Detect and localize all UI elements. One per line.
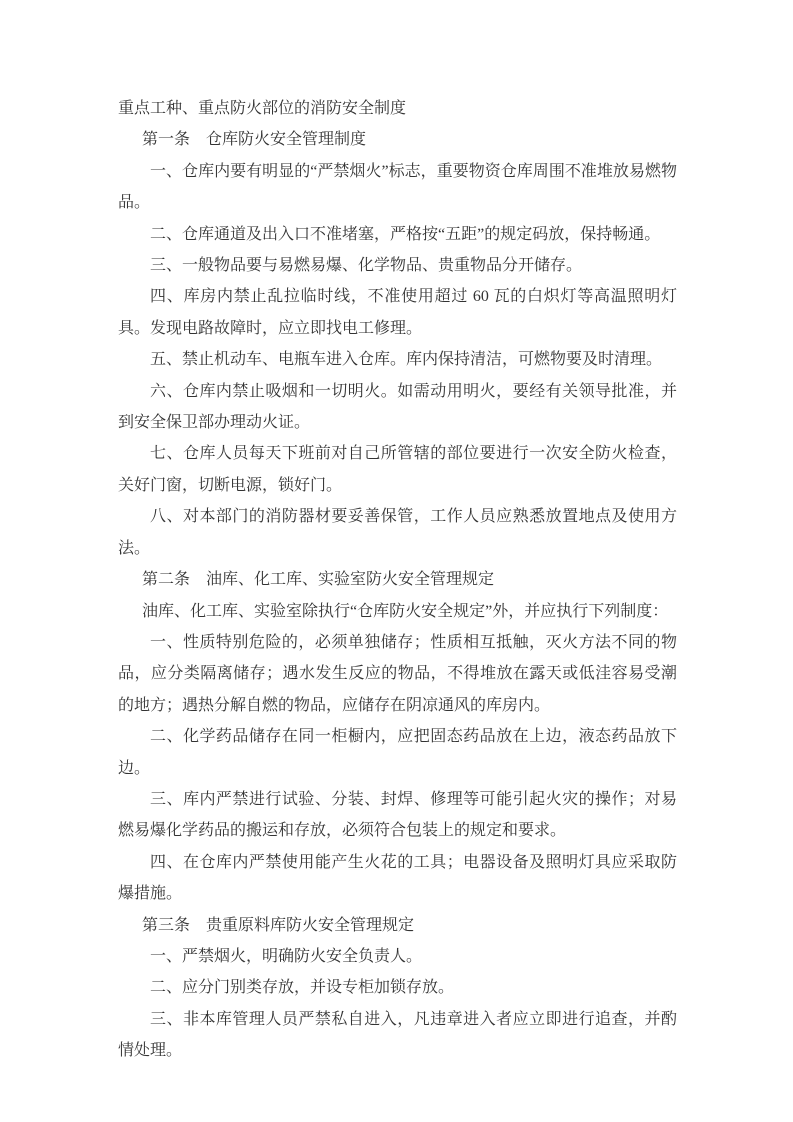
paragraph-item: 二、应分门别类存放，并设专柜加锁存放。	[150, 979, 455, 997]
paragraph-item: 一、仓库内要有明显的“严禁烟火”标志，重要物资仓库周围不准堆放易燃物品。	[118, 162, 677, 212]
paragraph-item: 三、非本库管理人员严禁私自进入，凡违章进入者应立即进行追查，并酌情处理。	[118, 1010, 677, 1060]
paragraph-item: 八、对本部门的消防器材要妥善保管，工作人员应熟悉放置地点及使用方法。	[118, 508, 677, 557]
paragraph-item: 三、库内严禁进行试验、分装、封焊、修理等可能引起火灾的操作；对易燃易爆化学药品的搬运和存放，必须符合包装上的规定和要求。	[118, 790, 677, 840]
paragraph-item: 六、仓库内禁止吸烟和一切明火。如需动用明火，要经有关领导批准，并到安全保卫部办理动火证。	[118, 382, 677, 432]
paragraph-item: 二、仓库通道及出入口不准堵塞，严格按“五距”的规定码放，保持畅通。	[150, 225, 661, 243]
article-heading-1: 第一条 仓库防火安全管理制度	[142, 131, 367, 149]
paragraph-item: 四、库房内禁止乱拉临时线，不准使用超过 60 瓦的白炽灯等高温照明灯具。发现电路故障时，应立即找电工修理。	[118, 288, 677, 337]
paragraph-item: 一、严禁烟火，明确防火安全负责人。	[150, 947, 423, 965]
document-title: 重点工种、重点防火部位的消防安全制度	[118, 100, 407, 117]
paragraph-item: 五、禁止机动车、电瓶车进入仓库。库内保持清洁，可燃物要及时清理。	[150, 351, 663, 369]
article-heading-3: 第三条 贵重原料库防火安全管理规定	[142, 916, 415, 934]
paragraph-item: 三、一般物品要与易燃易爆、化学物品、贵重物品分开储存。	[150, 257, 583, 275]
paragraph-item: 四、在仓库内严禁使用能产生火花的工具；电器设备及照明灯具应采取防爆措施。	[118, 853, 677, 903]
paragraph-item: 二、化学药品储存在同一柜橱内，应把固态药品放在上边，液态药品放下边。	[118, 728, 677, 777]
paragraph-item: 一、性质特别危险的，必须单独储存；性质相互抵触，灭火方法不同的物品，应分类隔离储存；遇水发生反应的物品，不得堆放在露天或低洼容易受潮的地方；遇热分解自燃的物品，应储存在阴凉通风的库房内。	[118, 633, 677, 714]
paragraph-item: 七、仓库人员每天下班前对自己所管辖的部位要进行一次安全防火检查，关好门窗，切断电源，锁好门。	[118, 445, 677, 494]
article-heading-2: 第二条 油库、化工库、实验室防火安全管理规定	[142, 571, 495, 589]
intro-paragraph: 油库、化工库、实验室除执行“仓库防火安全规定”外，并应执行下列制度：	[142, 602, 669, 620]
